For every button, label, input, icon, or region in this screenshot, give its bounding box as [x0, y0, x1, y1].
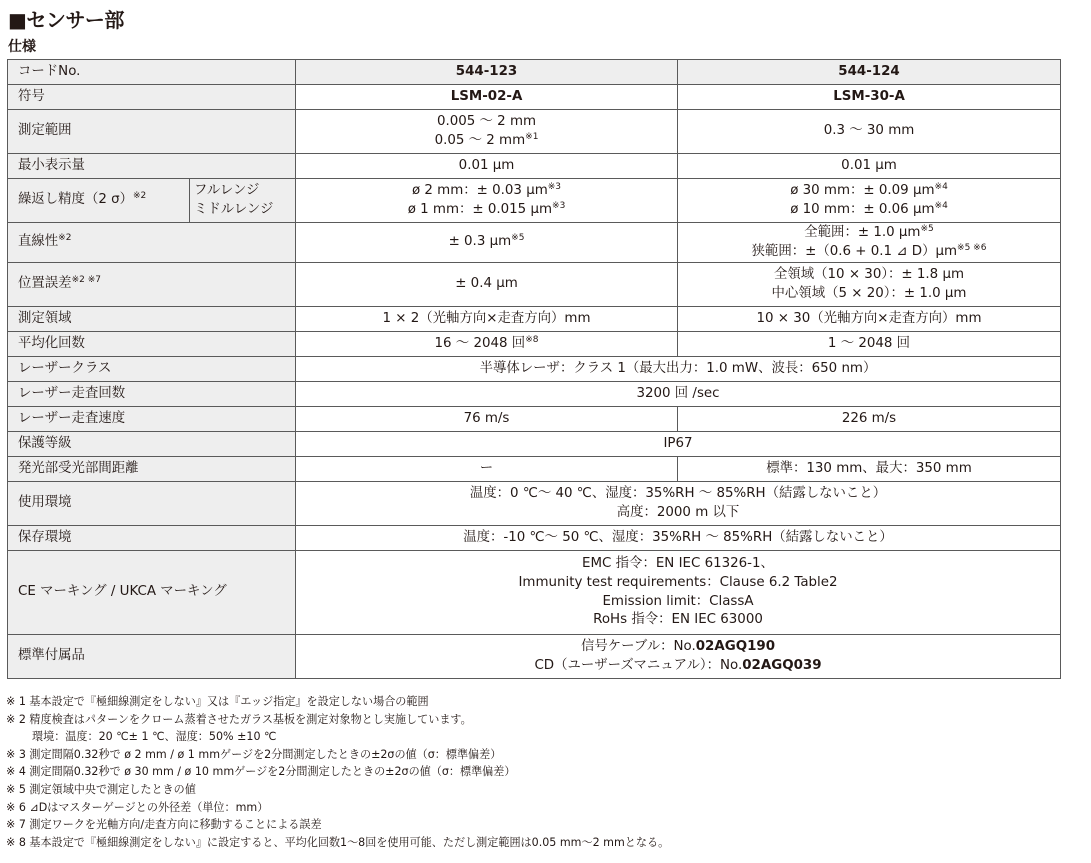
table-row [8, 154, 1061, 179]
resolution-col1: 0.01 μm [296, 154, 678, 179]
scan-rate-value: 3200 回 /sec [296, 382, 1061, 407]
averaging-col1: 16 ～ 2048 回$^{※8}$ [296, 332, 678, 357]
header-col-544-123: 544-123 [296, 60, 678, 85]
area-col1: 1 × 2（光軸方向×走査方向）mm [296, 307, 678, 332]
row-label-averaging: 平均化回数 [8, 332, 296, 357]
section-subtitle: 仕様 [8, 39, 36, 55]
footnote: ※ 7 測定ワークを光軸方向/走査方向に移動することによる誤差 [6, 818, 322, 832]
row-label-area: 測定領域 [8, 307, 296, 332]
row-label-resolution: 最小表示量 [8, 154, 296, 179]
model-col2: LSM-30-A [678, 85, 1061, 110]
footnote: ※ 1 基本設定で『極細線測定をしない』又は『エッジ指定』を設定しない場合の範囲 [6, 695, 429, 708]
table-row [8, 307, 1061, 332]
footnotes [6, 693, 669, 851]
accessories-value: 信号ケーブル：No.02AGQ190 CD（ユーザーズマニュアル）：No.02AGQ039 [296, 635, 1061, 679]
position-error-col1: ± 0.4 μm [296, 263, 678, 307]
distance-col1: ー [296, 457, 678, 482]
repeatability-col1: ø 2 mm：± 0.03 $\mu m^{※3}$ ø 1 mm：± 0.015 $\mu m^{※3}$ [296, 179, 678, 223]
row-label-scan-speed: レーザー走査速度 [8, 407, 296, 432]
table-row [8, 407, 1061, 432]
row-label-repeatability: 繰返し精度（2 σ）$^{※2}$ [8, 179, 190, 223]
table-header-row [8, 60, 1061, 85]
header-col-544-124: 544-124 [678, 60, 1061, 85]
area-col2: 10 × 30（光軸方向×走査方向）mm [678, 307, 1061, 332]
scan-speed-col2: 226 m/s [678, 407, 1061, 432]
footnote: 環境：温度：20 ℃± 1 ℃、湿度：50% ±10 ℃ [32, 730, 277, 744]
table-row [8, 223, 1061, 263]
operating-env-value: 温度：0 ℃～ 40 ℃、湿度：35%RH ～ 85%RH（結露しないこと） 高度：2000 m 以下 [296, 482, 1061, 526]
range-col2: 0.3 ～ 30 mm [678, 110, 1061, 154]
row-label-laser-class: レーザークラス [8, 357, 296, 382]
row-label-distance: 発光部受光部間距離 [8, 457, 296, 482]
linearity-col1: ± 0.3 $\mu m^{※5}$ [296, 223, 678, 263]
model-col1: LSM-02-A [296, 85, 678, 110]
row-label-operating-env: 使用環境 [8, 482, 296, 526]
range-col1: 0.005 ～ 2 mm 0.05 ～ 2 $mm^{※1}$ [296, 110, 678, 154]
table-row [8, 482, 1061, 526]
resolution-col2: 0.01 μm [678, 154, 1061, 179]
row-label-scan-rate: レーザー走査回数 [8, 382, 296, 407]
distance-col2: 標準：130 mm、最大：350 mm [678, 457, 1061, 482]
protection-value: IP67 [296, 432, 1061, 457]
table-row [8, 526, 1061, 551]
page-title: ■センサー部 [8, 8, 124, 32]
row-label-accessories: 標準付属品 [8, 635, 296, 679]
linearity-col2: 全範囲：± 1.0 $\mu m^{※5}$ 狭範囲：±（0.6 + 0.1 ⊿ $D)\mu m^{※5 ※6}$ [678, 223, 1061, 263]
table-row [8, 179, 1061, 223]
row-label-model: 符号 [8, 85, 296, 110]
table-row [8, 382, 1061, 407]
row-label-position-error: 位置誤差$^{※2 ※7}$ [8, 263, 296, 307]
scan-speed-col1: 76 m/s [296, 407, 678, 432]
row-label-storage-env: 保存環境 [8, 526, 296, 551]
repeatability-col2: ø 30 mm：± 0.09 $\mu m^{※4}$ ø 10 mm：± 0.06 $\mu m^{※4}$ [678, 179, 1061, 223]
footnote: ※ 5 測定領域中央で測定したときの値 [6, 782, 196, 796]
storage-env-value: 温度：-10 ℃～ 50 ℃、湿度：35%RH ～ 85%RH（結露しないこと） [296, 526, 1061, 551]
row-label-ce-marking: CE マーキング / UKCA マーキング [8, 551, 296, 635]
footnote: ※ 4 測定間隔0.32秒で ø 30 mm / ø 10 mmゲージを2分間測定したときの±2σの値（σ：標準偏差） [6, 765, 516, 779]
table-row [8, 635, 1061, 679]
table-row [8, 332, 1061, 357]
table-row [8, 263, 1061, 307]
row-label-linearity: 直線性$^{※2}$ [8, 223, 296, 263]
table-row [8, 432, 1061, 457]
ce-marking-value: EMC 指令：EN IEC 61326-1、 Immunity test requirements：Clause 6.2 Table2 Emission limit：ClassA RoHs 指令：EN IEC 63000 [296, 551, 1061, 635]
table-row [8, 551, 1061, 635]
repeatability-sub-labels: フルレンジ ミドルレンジ [190, 179, 296, 223]
table-row [8, 357, 1061, 382]
footnote: ※ 2 精度検査はパターンをクローム蒸着させたガラス基板を測定対象物とし実施しています。 [6, 712, 472, 726]
table-row [8, 457, 1061, 482]
averaging-col2: 1 ～ 2048 回 [678, 332, 1061, 357]
footnote: ※ 8 基本設定で『極細線測定をしない』に設定すると、平均化回数1～8回を使用可能、ただし測定範囲は0.05 mm～2 mmとなる。 [6, 835, 670, 849]
row-label-protection: 保護等級 [8, 432, 296, 457]
footnote: ※ 6 ⊿Dはマスターゲージとの外径差（単位：mm） [6, 800, 269, 814]
row-label-range: 測定範囲 [8, 110, 296, 154]
table-row [8, 85, 1061, 110]
spec-table [7, 59, 1061, 679]
header-label: コードNo. [8, 60, 296, 85]
laser-class-value: 半導体レーザ：クラス 1（最大出力：1.0 mW、波長：650 nm） [296, 357, 1061, 382]
table-row [8, 110, 1061, 154]
position-error-col2: 全領域（10 × 30）：± 1.8 μm 中心領域（5 × 20）：± 1.0 μm [678, 263, 1061, 307]
footnote: ※ 3 測定間隔0.32秒で ø 2 mm / ø 1 mmゲージを2分間測定したときの±2σの値（σ：標準偏差） [6, 747, 502, 761]
